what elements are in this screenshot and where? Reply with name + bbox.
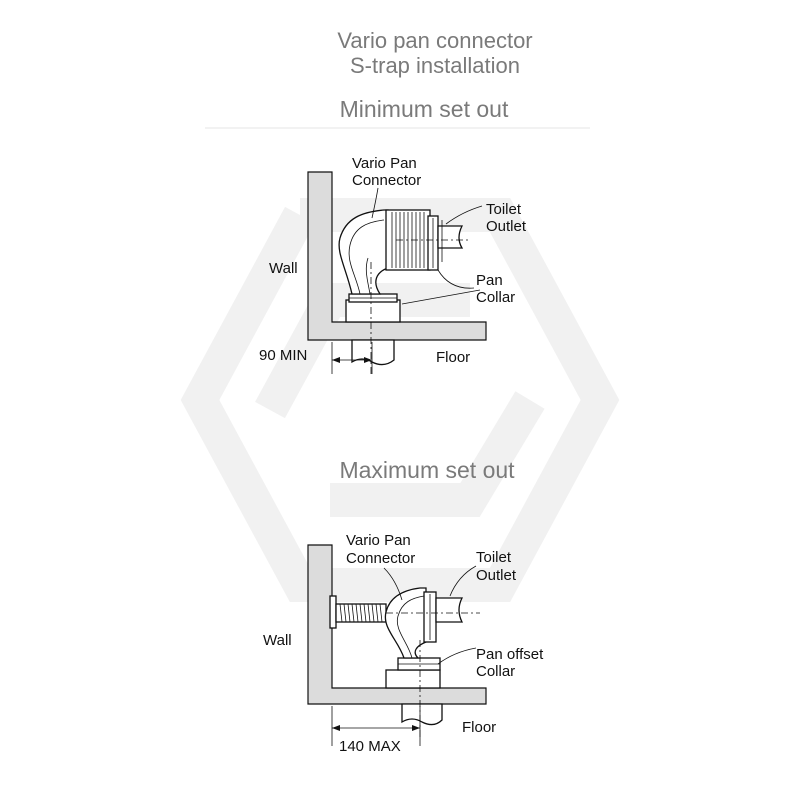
max-heading: Maximum set out xyxy=(339,457,515,483)
min-wall-label: Wall xyxy=(269,260,298,277)
min-dimension-label: 90 MIN xyxy=(259,347,308,364)
max-collar-label-2: Collar xyxy=(476,663,516,680)
min-outlet-label-1: Toilet xyxy=(486,201,522,218)
min-collar-label-2: Collar xyxy=(476,289,516,306)
max-wall-bracket xyxy=(330,596,336,628)
max-outlet-label-2: Outlet xyxy=(476,567,517,584)
max-floor-label: Floor xyxy=(462,719,497,736)
min-collar-label-1: Pan xyxy=(476,272,503,289)
max-offset-collar xyxy=(386,670,440,688)
max-collar-label-1: Pan offset xyxy=(476,646,544,663)
max-outlet-label-1: Toilet xyxy=(476,549,512,566)
max-connector-label-2: Connector xyxy=(346,550,416,567)
max-dimension-label: 140 MAX xyxy=(339,738,401,755)
title-line-2: S-trap installation xyxy=(350,53,520,78)
max-floor-pipe xyxy=(402,704,442,725)
min-connector-label-1: Vario Pan xyxy=(352,155,417,172)
min-connector-label-2: Connector xyxy=(352,172,422,189)
max-toilet-outlet xyxy=(436,598,462,622)
max-wall-label: Wall xyxy=(263,632,292,649)
min-pan-collar xyxy=(346,300,400,322)
title-line-1: Vario pan connector xyxy=(337,28,533,53)
max-connector-label-1: Vario Pan xyxy=(346,532,411,549)
min-floor-pipe xyxy=(352,340,394,365)
min-outlet-label-2: Outlet xyxy=(486,218,527,235)
min-floor-label: Floor xyxy=(436,349,471,366)
min-heading: Minimum set out xyxy=(339,96,509,122)
